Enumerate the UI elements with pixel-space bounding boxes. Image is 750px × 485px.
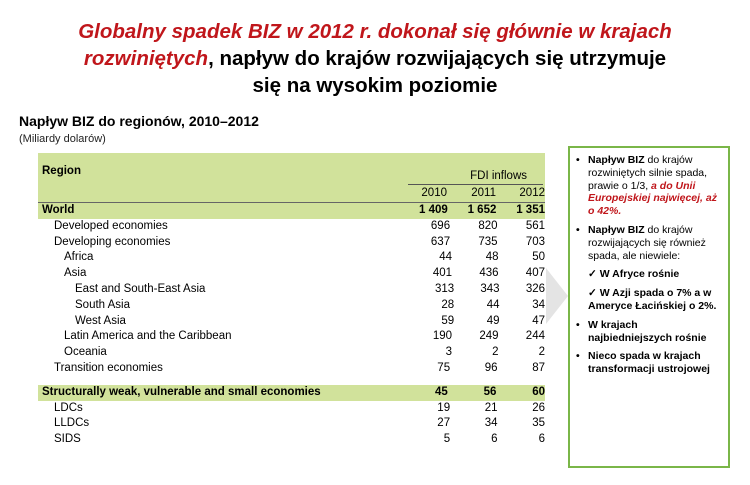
row-value: 244 [525, 330, 545, 343]
row-value: 50 [532, 251, 545, 264]
row-value: 44 [439, 251, 453, 264]
row-value: 6 [538, 433, 545, 446]
fdi-table [38, 153, 545, 448]
row-value: 407 [525, 267, 545, 280]
row-value: 326 [525, 282, 545, 295]
row-value: 60 [532, 385, 545, 398]
title-line3: się na wysokim poziomie [252, 74, 498, 97]
row-value: 48 [485, 251, 499, 264]
slide-title [0, 18, 750, 99]
row-value: 735 [478, 235, 498, 248]
row-value: 19 [437, 401, 451, 414]
row-name: Africa [64, 251, 94, 264]
row-name: LDCs [54, 401, 83, 414]
fdi-inflows-header: FDI inflows [470, 170, 527, 182]
row-name: Oceania [64, 346, 107, 359]
row-name: Transition economies [54, 361, 163, 374]
row-value: 436 [479, 267, 499, 280]
row-value: 5 [443, 433, 451, 446]
row-value: 2 [538, 346, 545, 359]
row-name: South Asia [75, 298, 130, 311]
row-value: 1 351 [516, 204, 545, 216]
row-name: Developing economies [54, 235, 171, 248]
table-row [38, 345, 545, 361]
row-value: 703 [525, 235, 545, 248]
notes-box [568, 146, 730, 468]
row-value: 637 [430, 235, 451, 248]
title-line2-black: , napływ do krajów rozwijających się utrzymuje [208, 47, 667, 70]
row-value: 44 [486, 298, 500, 311]
note-developed: • Napływ BIZ do krajów rozwiniętych silnie spada, prawie o 1/3, a do Unii Europejskiej najwięcej, aż o 42%. [588, 154, 724, 218]
row-value: 59 [441, 314, 455, 327]
table-header [38, 153, 545, 202]
row-value: 1 409 [418, 204, 448, 216]
row-value: 2 [492, 346, 499, 359]
title-line1: Globalny spadek BIZ w 2012 r. dokonał się głównie w krajach [78, 20, 672, 43]
row-name: Structurally weak, vulnerable and small economies [42, 385, 321, 398]
row-value: 35 [532, 417, 545, 430]
table-row [38, 266, 545, 282]
row-name: LLDCs [54, 417, 90, 430]
row-value: 401 [432, 267, 453, 280]
note-developing: • Napływ BIZ do krajów rozwijających się również spada, ale niewiele: ✓ W Afryce rośnie ✓ W Azji spada o 7% a w Ameryce Łacińskiej o 2%. [588, 224, 724, 313]
table-row [38, 219, 545, 235]
row-value: 190 [432, 330, 453, 343]
note-poorest: • W krajach najbiedniejszych rośnie [588, 319, 724, 345]
row-value: 28 [441, 298, 455, 311]
row-value: 47 [532, 314, 545, 327]
row-value: 561 [525, 219, 545, 232]
year-2011: 2011 [471, 187, 496, 199]
row-name: World [42, 204, 75, 216]
row-name: West Asia [75, 314, 126, 327]
table-row [38, 361, 545, 377]
row-value: 96 [484, 361, 498, 374]
table-row [38, 416, 545, 432]
row-value: 249 [479, 330, 499, 343]
row-value: 26 [532, 401, 545, 414]
row-value: 34 [484, 417, 498, 430]
note-transition: • Nieco spada w krajach transformacji ustrojowej [588, 350, 724, 376]
sub-note-asia: ✓ W Azji spada o 7% a w Ameryce Łacińskiej o 2%. [588, 287, 717, 312]
table-row [38, 250, 545, 266]
row-value: 21 [484, 401, 498, 414]
title-line2-red: rozwiniętych [83, 47, 209, 70]
table-row [38, 329, 545, 345]
row-value: 27 [437, 417, 451, 430]
table-row [38, 282, 545, 298]
row-value: 343 [480, 282, 500, 295]
header-rule [408, 184, 543, 185]
row-value: 49 [486, 314, 500, 327]
table-row [38, 401, 545, 417]
chevron-right-icon [546, 268, 568, 324]
row-value: 56 [483, 385, 497, 398]
year-2010: 2010 [421, 187, 447, 199]
row-name: East and South-East Asia [75, 282, 206, 295]
row-name: SIDS [54, 433, 81, 446]
sub-note-africa: ✓ W Afryce rośnie [588, 268, 680, 281]
year-2012: 2012 [519, 187, 545, 199]
row-value: 75 [437, 361, 451, 374]
table-row-world [38, 202, 545, 219]
row-value: 313 [434, 282, 455, 295]
row-value: 87 [532, 361, 545, 374]
row-name: Latin America and the Caribbean [64, 330, 232, 343]
row-value: 820 [478, 219, 498, 232]
table-row [38, 314, 545, 330]
table-row [38, 298, 545, 314]
region-column-header: Region [42, 165, 81, 177]
table-subtitle: Napływ BIZ do regionów, 2010–2012 [19, 113, 259, 129]
year-headers [398, 187, 545, 199]
table-row [38, 432, 545, 448]
row-name: Asia [64, 267, 87, 280]
row-value: 34 [532, 298, 545, 311]
row-name: Developed economies [54, 219, 168, 232]
table-units: (Miliardy dolarów) [19, 133, 106, 145]
row-value: 696 [430, 219, 451, 232]
table-row [38, 235, 545, 251]
row-value: 3 [445, 346, 453, 359]
table-row-structurally-weak [38, 385, 545, 401]
row-value: 6 [491, 433, 498, 446]
row-value: 1 652 [467, 204, 497, 216]
row-value: 45 [434, 385, 448, 398]
